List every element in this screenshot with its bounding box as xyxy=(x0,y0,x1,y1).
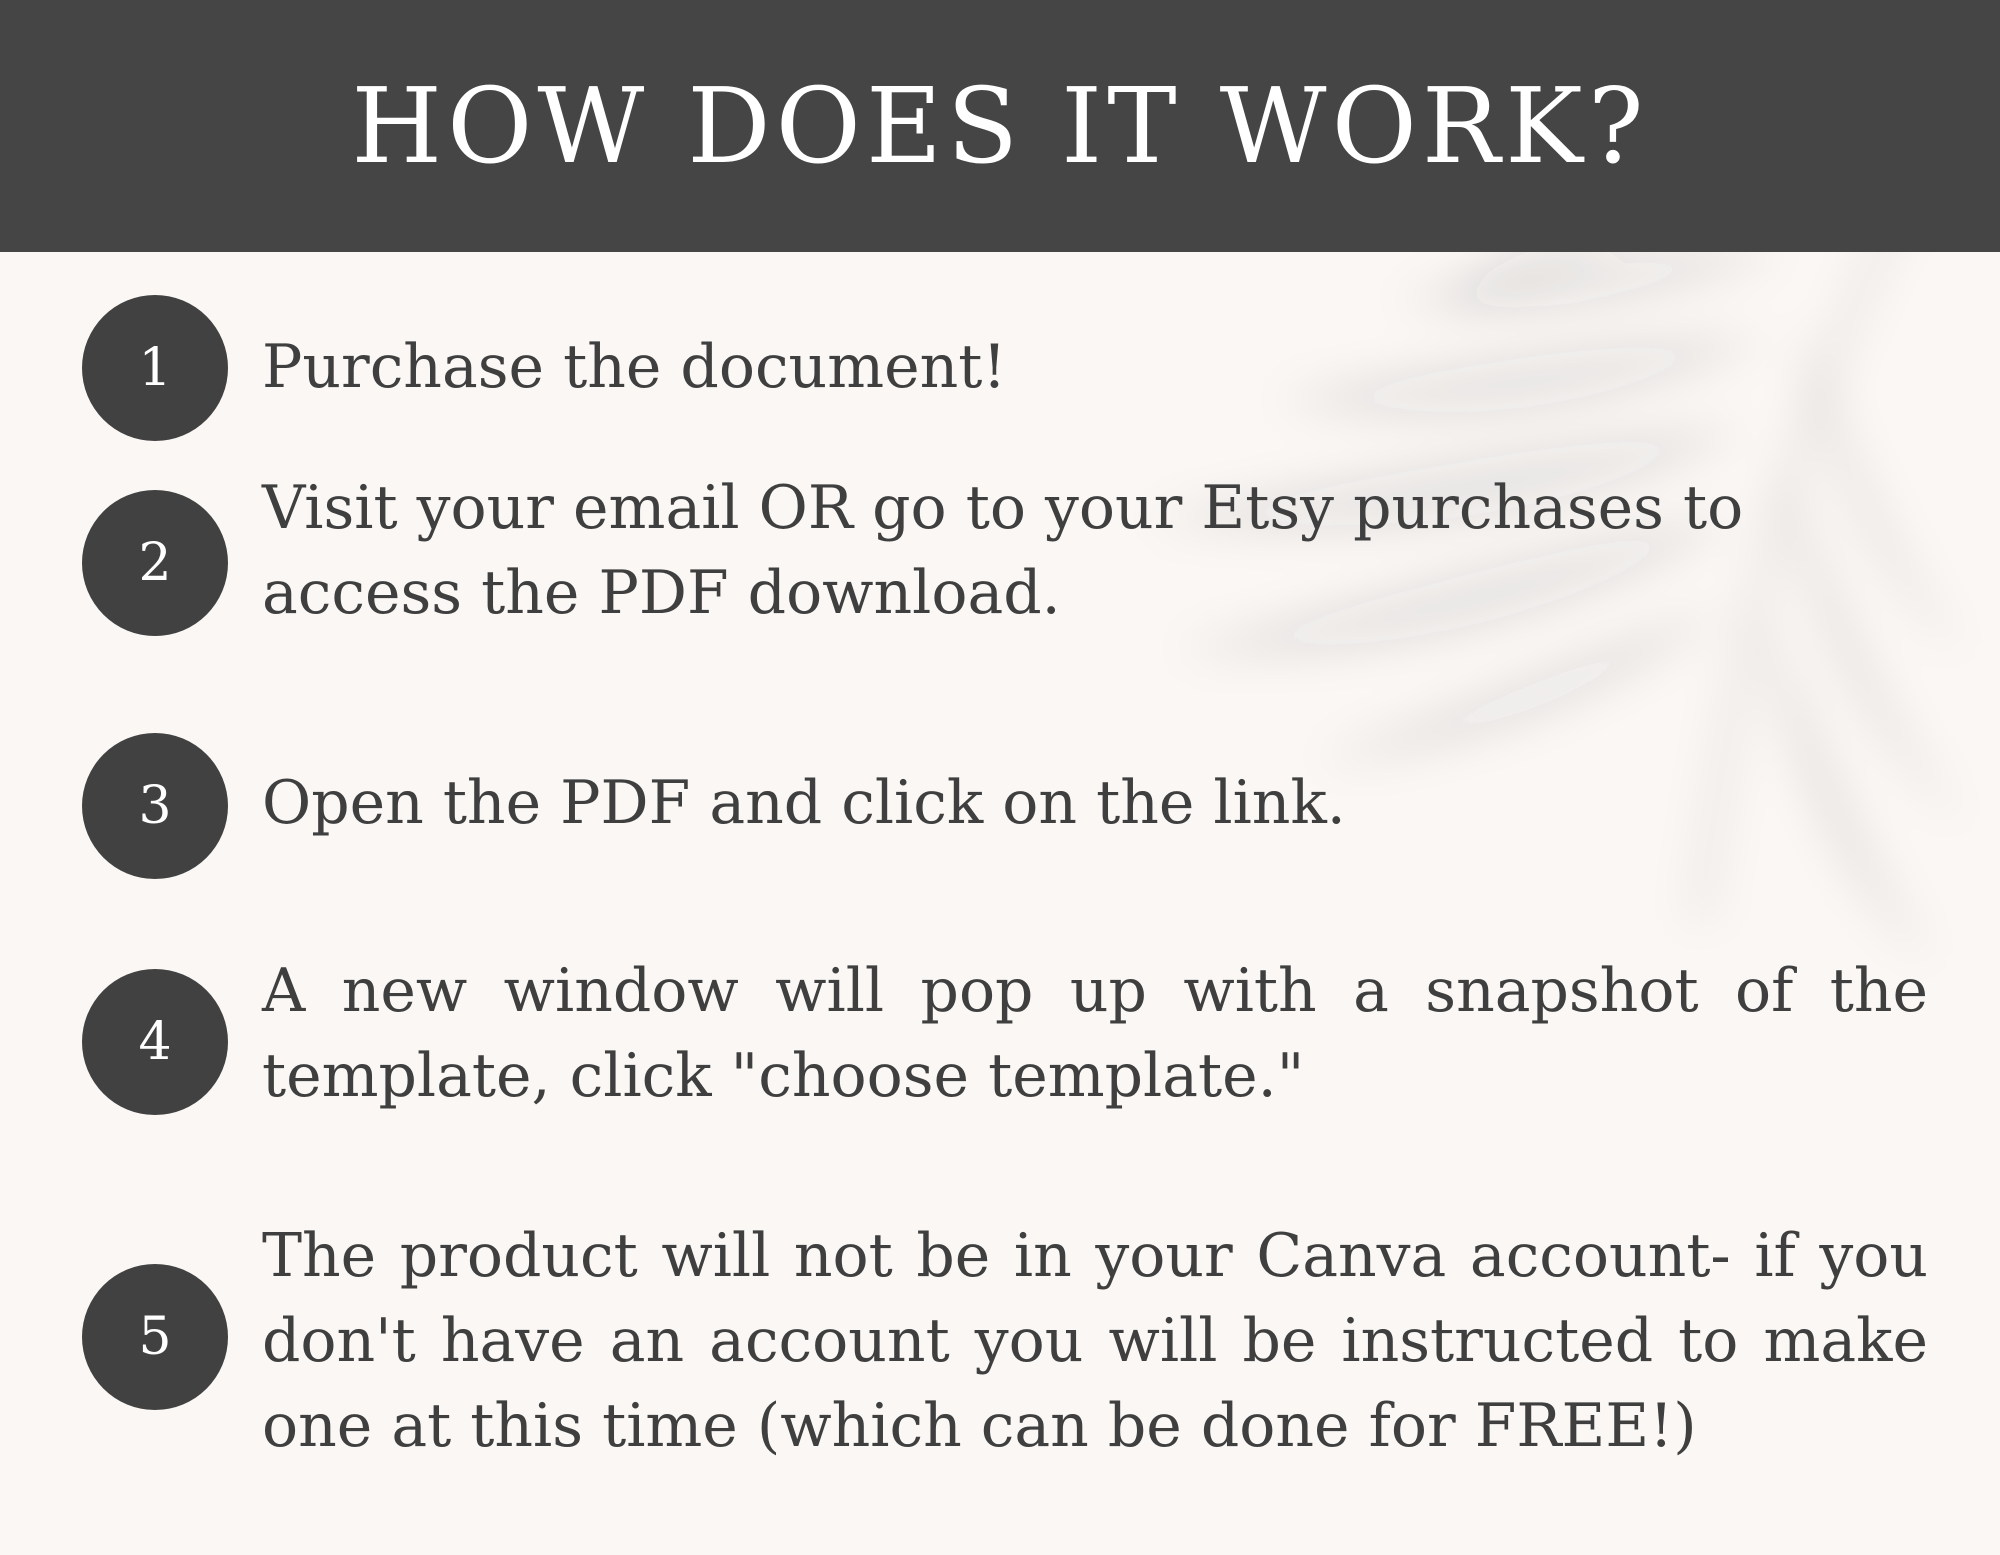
step-3 xyxy=(0,733,2000,879)
step-number-badge: 2 xyxy=(82,490,228,636)
step-text: Open the PDF and click on the link. xyxy=(262,768,1346,838)
step-1 xyxy=(0,295,2000,441)
step-text: Purchase the document! xyxy=(262,332,1007,402)
step-number-badge: 3 xyxy=(82,733,228,879)
step-text: Visit your email OR go to your Etsy purchases to access the PDF download. xyxy=(262,473,1744,628)
step-4 xyxy=(0,956,2000,1139)
step-number-badge: 1 xyxy=(82,295,228,441)
step-number-badge: 5 xyxy=(82,1264,228,1410)
step-text: A new window will pop up with a snapshot of the template, click "choose template." xyxy=(262,956,1928,1111)
page-title: HOW DOES IT WORK? xyxy=(351,65,1649,187)
step-text: The product will not be in your Canva account- if you don't have an account you will be instructed to make one at this time (which can be done for FREE!) xyxy=(262,1221,1928,1461)
step-2 xyxy=(0,473,2000,660)
step-number-badge: 4 xyxy=(82,969,228,1115)
header-banner xyxy=(0,0,2000,252)
step-5 xyxy=(0,1221,2000,1461)
